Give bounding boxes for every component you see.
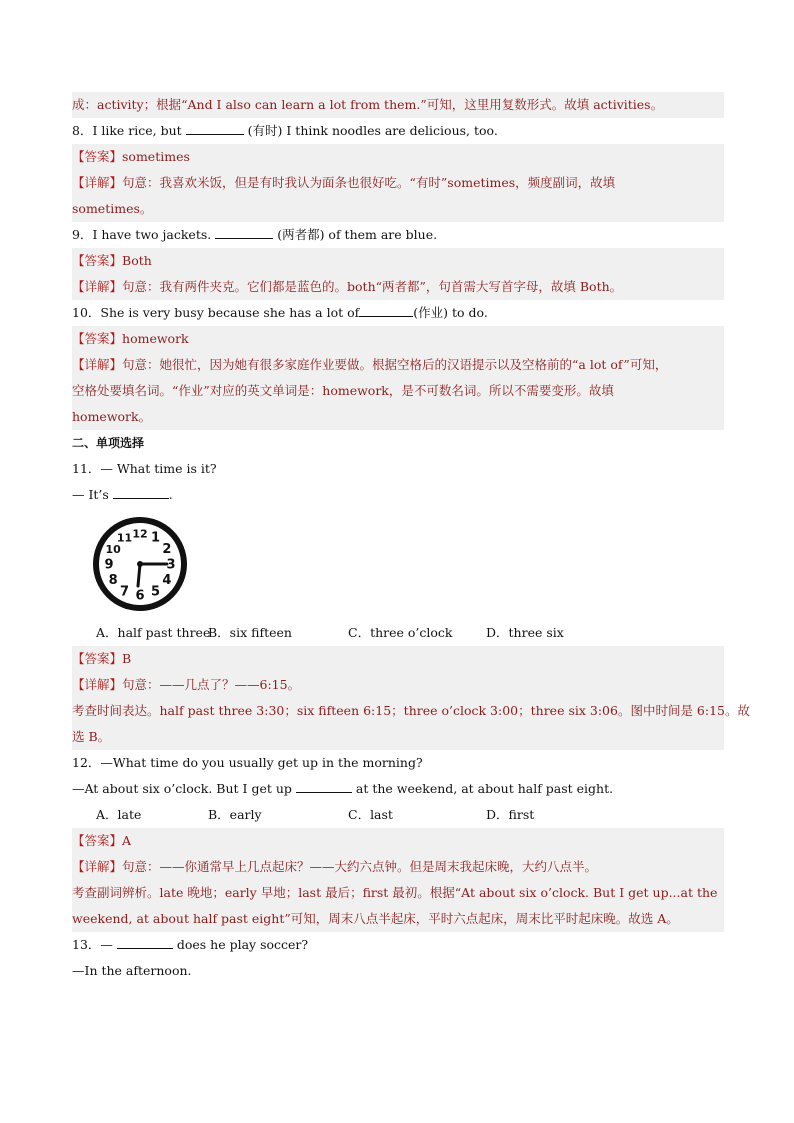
clock-numeral-10: 10 [105,543,121,556]
section-title: 二、单项选择 [72,436,145,450]
q8-detail-cont: sometimes。 [72,196,724,222]
q8-detail: 【详解】句意：我喜欢米饭，但是有时我认为面条也很好吃。“有时”sometimes，频度副词，故填 [72,170,724,196]
clock-figure [72,510,724,620]
q12-detail-cont: 考查副词辨析。late 晚地；early 早地；last 最后；first 最初。根据“At about six o’clock. But I get up...at the [72,880,724,906]
clock-center [137,561,143,567]
q12-detail-cont2: weekend, at about half past eight”可知，周末八点半起床，平时六点起床，周末比平时起床晚。故选 A。 [72,906,724,932]
worksheet-page [72,92,750,984]
option-a[interactable]: A．late [96,807,142,822]
question-10: 10．She is very busy because she has a lot of (作业) to do. [72,300,724,326]
option-b[interactable]: B．early [208,807,262,822]
clock-numeral-9: 9 [104,557,114,573]
option-d[interactable]: D．first [486,807,535,822]
clock-numeral-8: 8 [108,573,118,588]
q11-detail-cont2: 选 B。 [72,724,724,750]
clock-numeral-12: 12 [132,527,148,541]
clock-icon [90,514,190,614]
question-12-response: —At about six o’clock. But I get up at the weekend, at about half past eight. [72,776,724,802]
clock-numeral-11: 11 [116,531,133,545]
clock-numeral-1: 1 [150,530,161,546]
answer-blank [117,934,173,949]
q11-options [72,620,724,646]
question-12: 12．—What time do you usually get up in the morning? [72,755,423,770]
option-c[interactable]: C．three o’clock [348,625,453,640]
answer-blank [113,484,169,499]
q11-detail: 【详解】句意：——几点了？——6:15。 [72,672,724,698]
q9-detail: 【详解】句意：我有两件夹克。它们都是蓝色的。both“两者都”，句首需大写首字母，故填 Both。 [72,274,724,300]
answer-blank [186,120,244,135]
clock-numeral-4: 4 [162,573,172,588]
question-8: 8．I like rice, but (有时) I think noodles are delicious, too. [72,118,724,144]
q12-answer: 【答案】A [72,828,724,854]
q10-answer: 【答案】homework [72,326,724,352]
question-13-response: —In the afternoon. [72,963,192,978]
q8-answer: 【答案】sometimes [72,144,724,170]
answer-blank [215,224,273,239]
q9-answer: 【答案】Both [72,248,724,274]
option-b[interactable]: B．six fifteen [208,625,292,640]
clock-numeral-3: 3 [166,557,176,573]
clock-numeral-6: 6 [135,588,145,604]
q7-detail-tail: 成：activity；根据“And I also can learn a lot from them.”可知，这里用复数形式。故填 activities。 [72,92,724,118]
question-11-response: — It’s . [72,482,724,508]
option-a[interactable]: A．half past three [96,625,211,640]
question-13: 13．— does he play soccer? [72,932,724,958]
q10-detail: 【详解】句意：她很忙，因为她有很多家庭作业要做。根据空格后的汉语提示以及空格前的“a lot of”可知， [72,352,724,378]
q10-detail-cont2: homework。 [72,404,724,430]
q12-detail: 【详解】句意：——你通常早上几点起床？——大约六点钟。但是周末我起床晚，大约八点半。 [72,854,724,880]
option-d[interactable]: D．three six [486,625,564,640]
answer-blank [296,778,352,793]
clock-numeral-5: 5 [150,584,161,600]
answer-blank [359,302,413,317]
q12-options [72,802,724,828]
option-c[interactable]: C．last [348,807,393,822]
q11-detail-cont: 考查时间表达。half past three 3:30；six fifteen 6:15；three o’clock 3:00；three six 3:06。图中时间是 6:15。故 [72,698,724,724]
question-9: 9．I have two jackets. (两者都) of them are blue. [72,222,724,248]
q11-answer: 【答案】B [72,646,724,672]
q10-detail-cont: 空格处要填名词。“作业”对应的英文单词是：homework，是不可数名词。所以不需要变形。故填 [72,378,724,404]
question-11: 11．— What time is it? [72,461,217,476]
clock-numeral-7: 7 [119,584,130,600]
hour-hand [138,564,140,586]
clock-numeral-2: 2 [162,542,172,557]
